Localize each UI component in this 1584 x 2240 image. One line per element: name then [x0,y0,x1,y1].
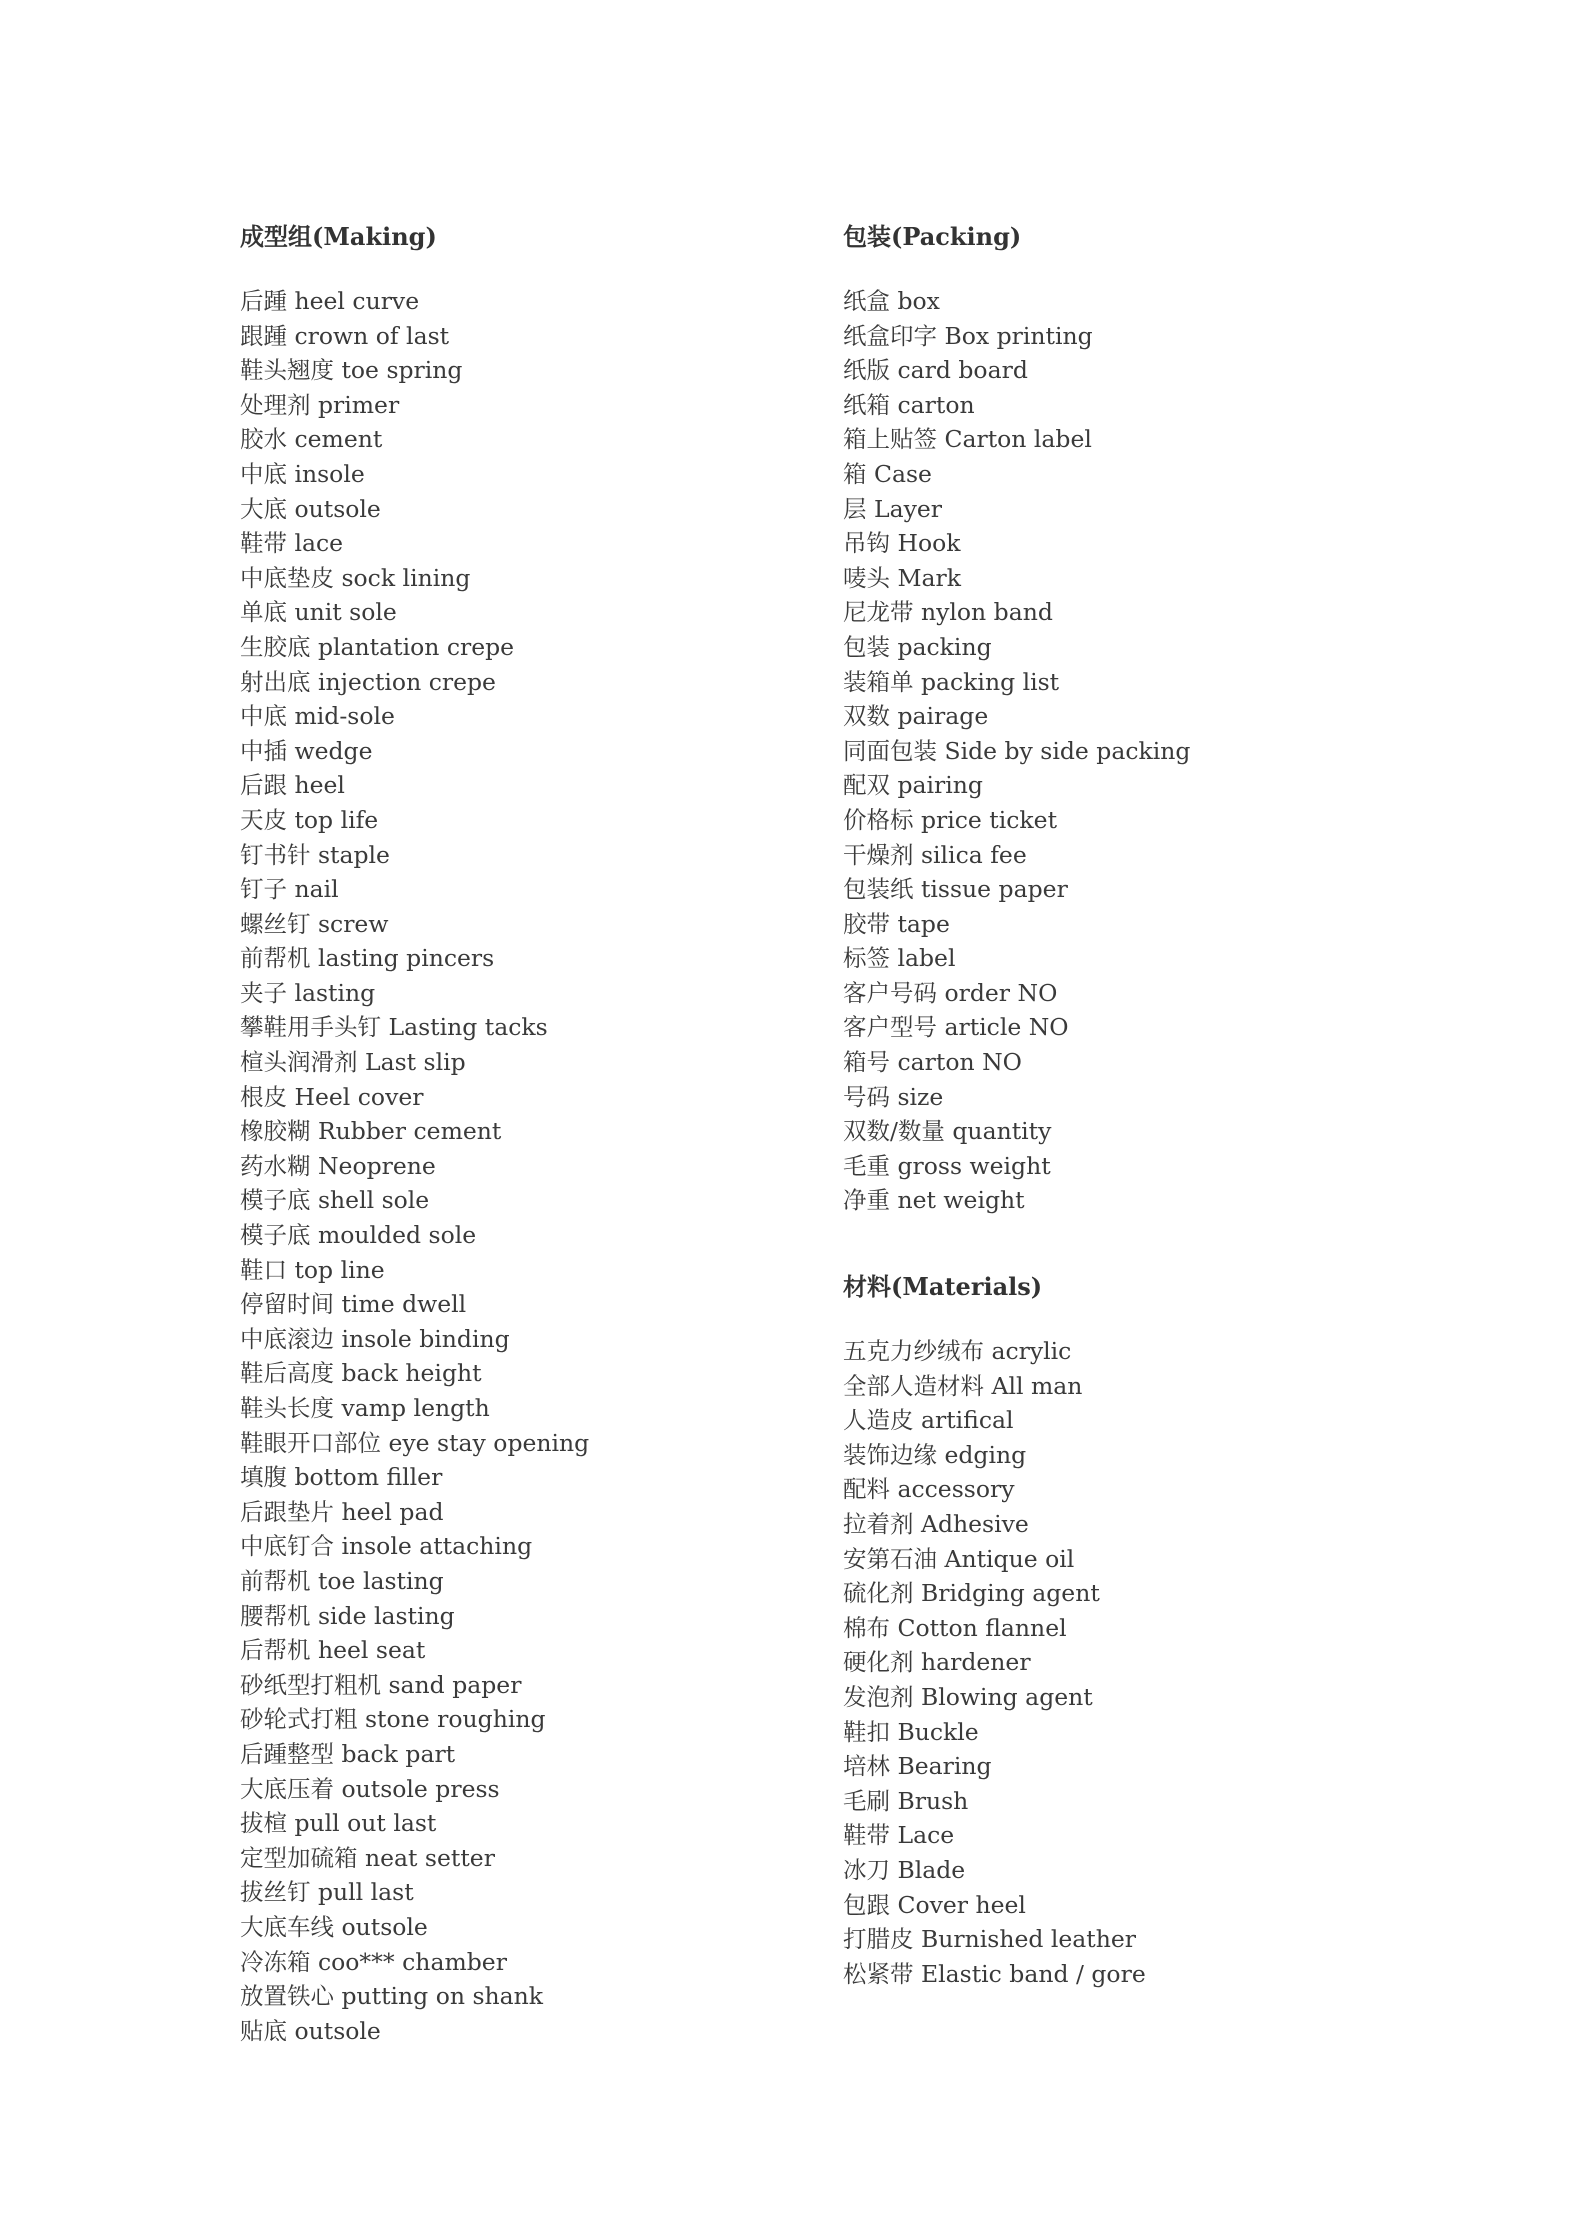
term-item: 胶带 tape [843,909,950,938]
term-item: 鞋口 top line [240,1255,385,1284]
right-column [843,220,1463,1991]
term-item: 双数/数量 quantity [843,1117,1052,1146]
term-item: 装饰边缘 edging [843,1440,1027,1469]
term-item: 橡胶糊 Rubber cement [240,1117,502,1146]
term-item: 干燥剂 silica fee [843,840,1027,869]
term-item: 箱上贴签 Carton label [843,425,1092,454]
term-item: 净重 net weight [843,1186,1025,1215]
making-heading: 成型组(Making) [240,222,437,251]
term-item: 客户号码 order NO [843,978,1058,1007]
term-item: 攀鞋用手头钉 Lasting tacks [240,1013,548,1042]
term-item: 配双 pairing [843,771,983,800]
term-item: 后跟垫片 heel pad [240,1497,444,1526]
term-item: 箱号 carton NO [843,1048,1022,1077]
term-item: 冰刀 Blade [843,1855,966,1884]
packing-heading: 包装(Packing) [843,222,1022,251]
term-item: 包装 packing [843,632,992,661]
term-item: 胶水 cement [240,425,383,454]
term-item: 大底车线 outsole [240,1912,428,1941]
term-item: 全部人造材料 All man [843,1371,1083,1400]
term-item: 中底 mid-sole [240,702,395,731]
term-item: 吊钩 Hook [843,529,961,558]
term-item: 射出底 injection crepe [240,667,496,696]
term-item: 放置铁心 putting on shank [240,1982,544,2011]
making-term-list [240,284,800,2048]
materials-heading: 材料(Materials) [843,1272,1043,1302]
term-item: 天皮 top life [240,805,379,834]
term-item: 客户型号 article NO [843,1013,1069,1042]
term-item: 钉子 nail [240,875,339,904]
term-item: 毛重 gross weight [843,1151,1051,1180]
term-item: 硫化剂 Bridging agent [843,1579,1100,1608]
term-item: 夹子 lasting [240,978,376,1007]
term-item: 发泡剂 Blowing agent [843,1682,1093,1711]
term-item: 包跟 Cover heel [843,1890,1026,1919]
term-item: 腰帮机 side lasting [240,1601,455,1630]
term-item: 拔楦 pull out last [240,1809,437,1838]
term-item: 拔丝钉 pull last [240,1878,414,1907]
left-column [240,220,800,2048]
term-item: 单底 unit sole [240,598,397,627]
term-item: 停留时间 time dwell [240,1290,467,1319]
term-item: 楦头润滑剂 Last slip [240,1048,466,1077]
term-item: 砂纸型打粗机 sand paper [240,1670,522,1699]
term-item: 鞋后高度 back height [240,1359,482,1388]
term-item: 后帮机 heel seat [240,1636,426,1665]
term-item: 根皮 Heel cover [240,1082,424,1111]
term-item: 中底 insole [240,459,365,488]
term-item: 人造皮 artifical [843,1406,1014,1435]
term-item: 价格标 price ticket [843,805,1058,834]
term-item: 鞋眼开口部位 eye stay opening [240,1428,590,1457]
term-item: 中底垫皮 sock lining [240,563,471,592]
term-item: 松紧带 Elastic band / gore [843,1959,1146,1988]
term-item: 鞋带 lace [240,529,344,558]
term-item: 模子底 moulded sole [240,1221,477,1250]
term-item: 五克力纱绒布 acrylic [843,1337,1072,1366]
term-item: 鞋头翘度 toe spring [240,356,463,385]
term-item: 砂轮式打粗 stone roughing [240,1705,546,1734]
term-item: 纸箱 carton [843,390,975,419]
term-item: 螺丝钉 screw [240,909,389,938]
term-item: 唛头 Mark [843,563,962,592]
term-item: 尼龙带 nylon band [843,598,1053,627]
term-item: 处理剂 primer [240,390,400,419]
term-item: 鞋头长度 vamp length [240,1394,490,1422]
term-item: 配料 accessory [843,1475,1015,1504]
materials-term-list [843,1334,1463,1991]
term-item: 前帮机 toe lasting [240,1566,444,1595]
term-item: 箱 Case [843,459,932,488]
term-item: 纸盒 box [843,287,940,315]
term-item: 跟踵 crown of last [240,321,450,350]
term-item: 棉布 Cotton flannel [843,1613,1067,1642]
term-item: 层 Layer [843,494,943,523]
term-item: 填腹 bottom filler [240,1463,443,1492]
term-item: 冷冻箱 coo*** chamber [240,1947,507,1976]
term-item: 毛刷 Brush [843,1786,969,1815]
term-item: 定型加硫箱 neat setter [240,1843,495,1872]
term-item: 纸盒印字 Box printing [843,321,1093,350]
term-item: 中底钉合 insole attaching [240,1532,533,1561]
term-item: 大底压着 outsole press [240,1774,500,1803]
term-item: 后踵 heel curve [240,287,420,315]
term-item: 号码 size [843,1082,944,1111]
term-item: 大底 outsole [240,494,381,523]
term-item: 贴底 outsole [240,2016,381,2045]
term-item: 纸版 card board [843,356,1028,385]
term-item: 装箱单 packing list [843,667,1060,696]
packing-term-list [843,284,1463,1218]
term-item: 标签 label [843,944,956,973]
term-item: 安第石油 Antique oil [843,1544,1075,1573]
term-item: 中底滚边 insole binding [240,1324,510,1353]
term-item: 鞋带 Lace [843,1821,955,1850]
term-item: 培林 Bearing [843,1752,992,1781]
term-item: 生胶底 plantation crepe [240,632,515,661]
term-item: 拉着剂 Adhesive [843,1510,1029,1538]
term-item: 同面包装 Side by side packing [843,736,1191,765]
term-item: 包装纸 tissue paper [843,875,1068,904]
term-item: 双数 pairage [843,702,989,731]
term-item: 中插 wedge [240,736,373,765]
term-item: 打腊皮 Burnished leather [843,1925,1137,1954]
term-item: 药水糊 Neoprene [240,1151,436,1180]
term-item: 后踵整型 back part [240,1739,456,1768]
term-item: 钉书针 staple [240,840,390,869]
term-item: 前帮机 lasting pincers [240,944,495,973]
term-item: 模子底 shell sole [240,1186,430,1215]
term-item: 鞋扣 Buckle [843,1717,979,1746]
term-item: 硬化剂 hardener [843,1648,1031,1677]
term-item: 后跟 heel [240,771,345,800]
